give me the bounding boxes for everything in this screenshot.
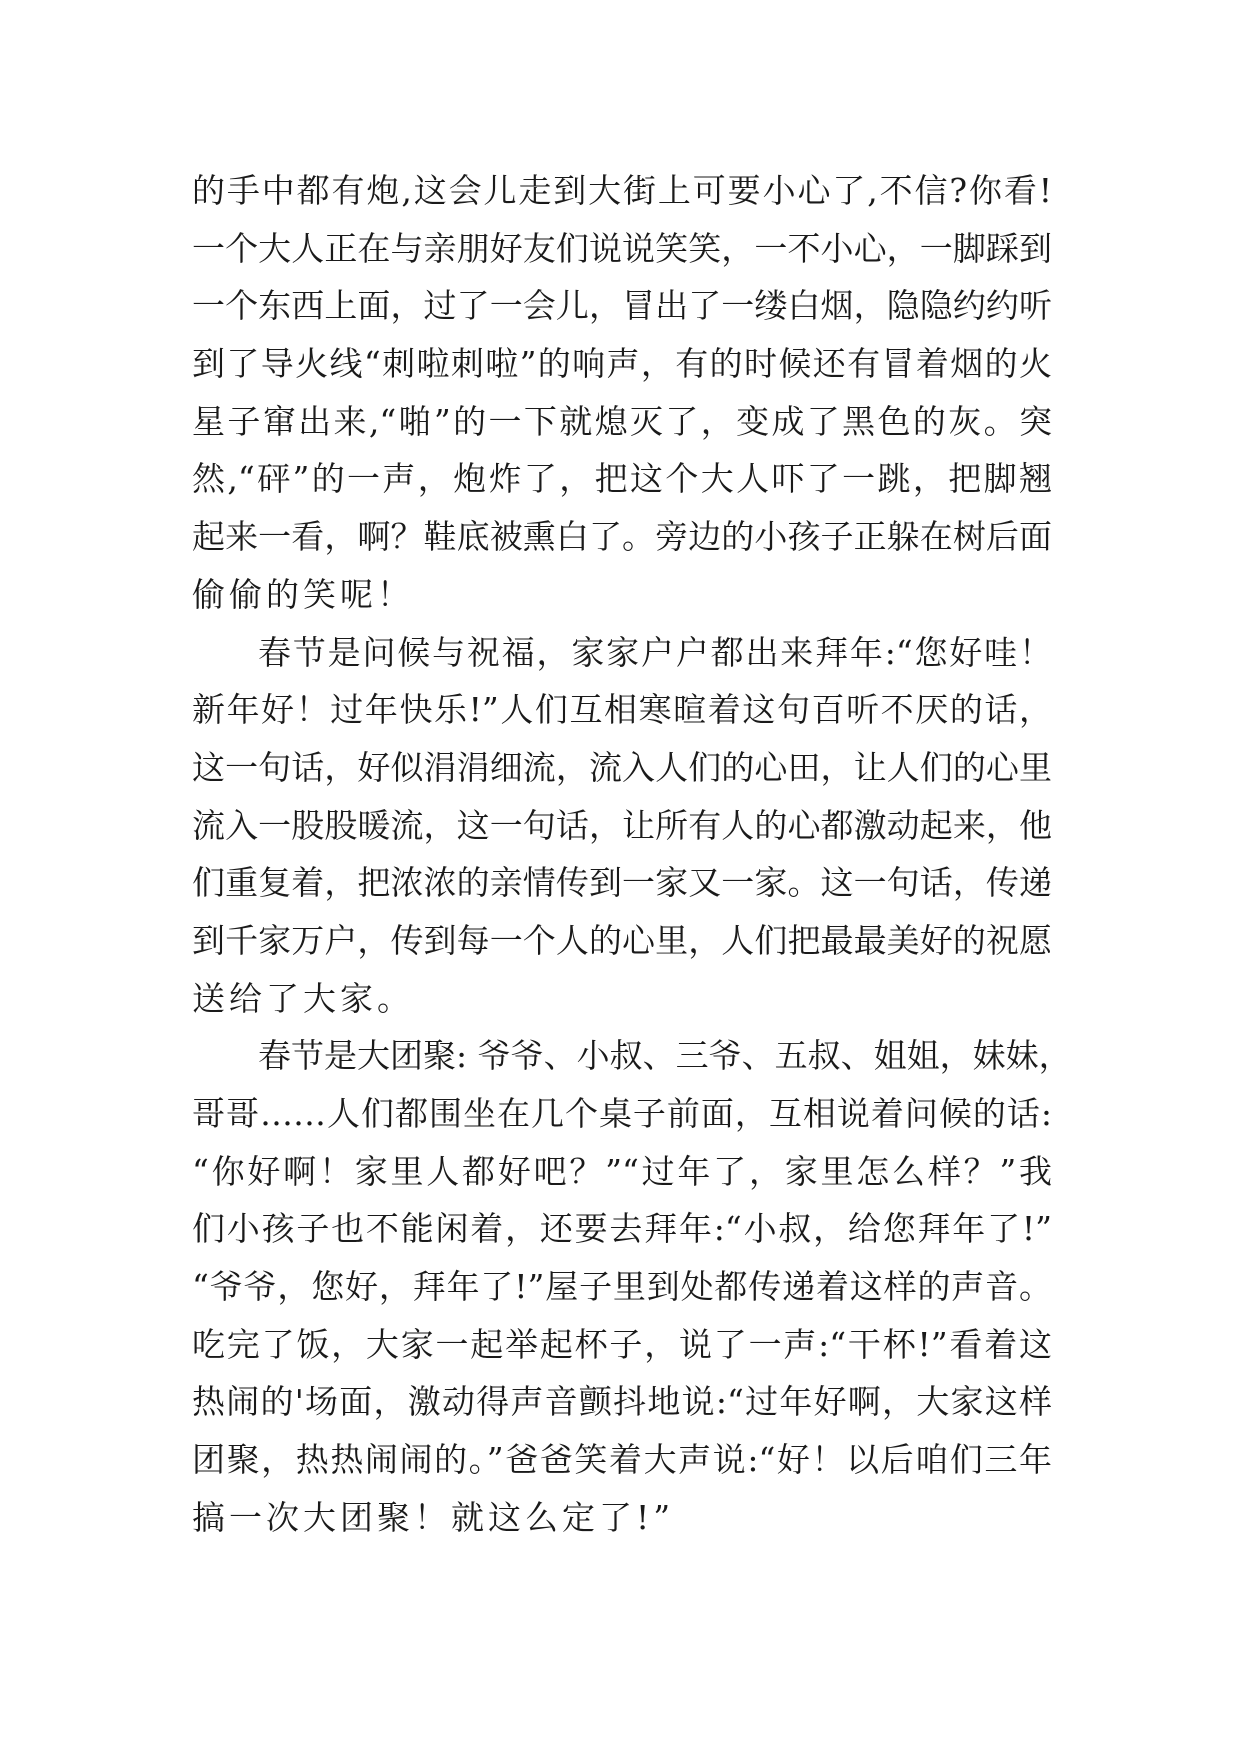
text-line: 流入一股股暖流，这一句话，让所有人的心都激动起来，他 <box>192 805 1052 845</box>
text-line: 吃完了饭，大家一起举起杯子，说了一声:“干杯!”看着这 <box>192 1324 1052 1364</box>
text-line: 们小孩子也不能闲着，还要去拜年:“小叔，给您拜年了!” <box>192 1209 1052 1249</box>
text-line: 送给了大家。 <box>192 978 414 1018</box>
text-line: 起来一看，啊？鞋底被熏白了。旁边的小孩子正躲在树后面 <box>192 517 1052 557</box>
text-line: 一个大人正在与亲朋好友们说说笑笑，一不小心，一脚踩到 <box>192 228 1052 268</box>
text-line: 然,“砰”的一声，炮炸了，把这个大人吓了一跳，把脚翘 <box>192 459 1052 499</box>
text-line: 搞一次大团聚！就这么定了!” <box>192 1497 675 1537</box>
text-line: 的手中都有炮,这会儿走到大街上可要小心了,不信?你看! <box>192 171 1052 210</box>
text-line: 们重复着，把浓浓的亲情传到一家又一家。这一句话，传递 <box>192 863 1052 903</box>
text-line: 偷偷的笑呢！ <box>192 574 414 614</box>
text-line: 哥哥……人们都围坐在几个桌子前面，互相说着问候的话: <box>192 1094 1052 1133</box>
text-line: 到千家万户，传到每一个人的心里，人们把最最美好的祝愿 <box>192 920 1052 960</box>
text-line: 到了导火线“刺啦刺啦”的响声，有的时候还有冒着烟的火 <box>192 344 1052 384</box>
text-line: “爷爷，您好，拜年了!”屋子里到处都传递着这样的声音。 <box>192 1267 1052 1307</box>
text-line: “你好啊！家里人都好吧？”“过年了，家里怎么样？”我 <box>192 1151 1052 1191</box>
text-line: 热闹的'场面，激动得声音颤抖地说:“过年好啊，大家这样 <box>192 1382 1052 1422</box>
text-line: 团聚，热热闹闹的。”爸爸笑着大声说:“好！以后咱们三年 <box>192 1440 1052 1480</box>
text-line: 一个东西上面，过了一会儿，冒出了一缕白烟，隐隐约约听 <box>192 286 1052 326</box>
text-line: 这一句话，好似涓涓细流，流入人们的心田，让人们的心里 <box>192 747 1052 787</box>
body-text <box>192 162 1072 1547</box>
paragraph-first-line: 春节是大团聚: 爷爷、小叔、三爷、五叔、姐姐，妹妹， <box>258 1036 1072 1076</box>
text-line: 星子窜出来,“啪”的一下就熄灭了，变成了黑色的灰。突 <box>192 401 1052 441</box>
paragraph-first-line: 春节是问候与祝福，家家户户都出来拜年:“您好哇！ <box>258 632 1052 672</box>
text-line: 新年好！过年快乐!”人们互相寒暄着这句百听不厌的话， <box>192 690 1052 730</box>
